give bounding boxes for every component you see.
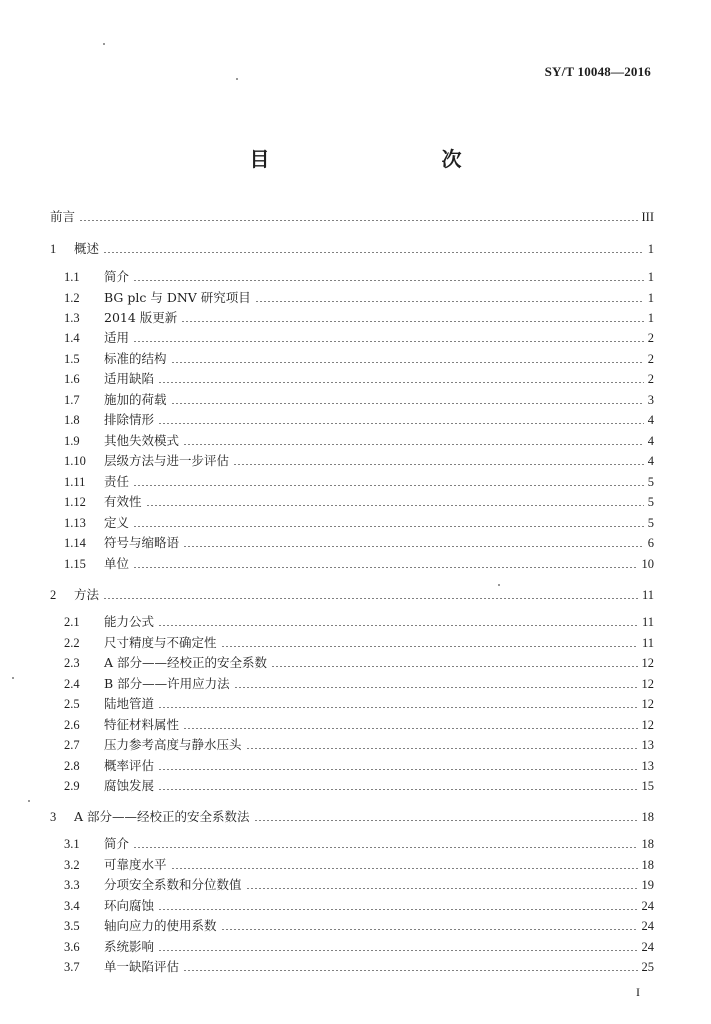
toc-entry-page: 12: [641, 718, 654, 732]
toc-entry[interactable]: [50, 329, 654, 347]
toc-entry-label: 前言: [50, 209, 76, 224]
dot-leader: [158, 382, 644, 383]
toc-entry[interactable]: [50, 534, 654, 552]
toc-entry-label: 轴向应力的使用系数: [104, 918, 217, 933]
toc-entry-label: 简介: [104, 836, 130, 851]
toc-entry-page: 18: [641, 837, 654, 851]
toc-entry-number: 1.14: [64, 536, 86, 550]
toc-entry-label: 概述: [74, 241, 100, 256]
dot-leader: [158, 707, 637, 708]
dot-leader: [181, 321, 643, 322]
toc-entry[interactable]: [50, 493, 654, 511]
dot-leader: [183, 970, 637, 971]
toc-entry-page: 2: [647, 331, 654, 345]
toc-entry-number: 3.2: [64, 858, 80, 872]
dot-leader: [133, 847, 637, 848]
toc-entry-page: 18: [641, 858, 654, 872]
toc-entry-number: 1.8: [64, 413, 80, 427]
toc-entry-page: 11: [641, 588, 654, 602]
toc-entry-page: 5: [647, 495, 654, 509]
toc-entry-number: 1.13: [64, 516, 86, 530]
toc-entry-label: 分项安全系数和分位数值: [104, 877, 242, 892]
dot-leader: [133, 567, 637, 568]
toc-entry-page: 19: [641, 878, 654, 892]
toc-entry-page: 3: [647, 393, 654, 407]
toc-entry-page: 2: [647, 352, 654, 366]
toc-entry-number: 2.9: [64, 779, 80, 793]
toc-entry[interactable]: [50, 675, 654, 693]
toc-entry[interactable]: [50, 897, 654, 915]
dot-leader: [246, 888, 638, 889]
toc-entry-page: 12: [641, 697, 654, 711]
dot-leader: [133, 341, 644, 342]
toc-entry[interactable]: [50, 586, 654, 604]
toc-entry-number: 1.11: [64, 475, 86, 489]
dot-leader: [103, 252, 644, 253]
toc-entry-page: 13: [641, 738, 654, 752]
toc-entry[interactable]: [50, 716, 654, 734]
toc-entry[interactable]: [50, 938, 654, 956]
toc-entry-number: 1.1: [64, 270, 80, 284]
toc-entry-page: 1: [647, 291, 654, 305]
page-title: 目 次: [249, 147, 506, 171]
dot-leader: [254, 820, 638, 821]
dot-leader: [158, 789, 637, 790]
toc-entry-label: 定义: [104, 515, 130, 530]
toc-entry[interactable]: [50, 473, 654, 491]
toc-entry-label: B 部分——许用应力法: [104, 676, 230, 691]
toc-entry-page: 13: [641, 759, 654, 773]
toc-entry-page: 4: [647, 454, 654, 468]
dot-leader: [233, 464, 644, 465]
toc-entry[interactable]: [50, 370, 654, 388]
toc-entry-number: 2.2: [64, 636, 80, 650]
toc-entry-page: 1: [647, 311, 654, 325]
toc-entry[interactable]: [50, 958, 654, 976]
scan-speck: [498, 584, 500, 586]
toc-entry-page: III: [641, 210, 654, 224]
toc-entry-label: 其他失效模式: [104, 433, 180, 448]
toc-entry-number: 3.5: [64, 919, 80, 933]
toc-entry[interactable]: [50, 432, 654, 450]
toc-entry[interactable]: [50, 289, 654, 307]
dot-leader: [221, 929, 638, 930]
toc-entry[interactable]: [50, 835, 654, 853]
toc-entry-page: 15: [641, 779, 654, 793]
toc-entry-label: A 部分——经校正的安全系数: [104, 655, 268, 670]
toc-entry-number: 3.6: [64, 940, 80, 954]
toc-entry-number: 1: [50, 242, 57, 256]
toc-entry-number: 3.7: [64, 960, 80, 974]
toc-entry[interactable]: [50, 876, 654, 894]
toc-entry-number: 1.2: [64, 291, 80, 305]
toc-entry[interactable]: [50, 777, 654, 795]
toc-entry-number: 1.3: [64, 311, 80, 325]
toc-entry-label: 简介: [104, 269, 130, 284]
toc-entry-label: 2014 版更新: [104, 310, 178, 325]
scan-speck: [28, 800, 30, 802]
toc-entry-page: 2: [647, 372, 654, 386]
toc-entry-label: 腐蚀发展: [104, 778, 155, 793]
page-number: I: [636, 985, 640, 999]
toc-entry[interactable]: [50, 268, 654, 286]
toc-entry-label: 尺寸精度与不确定性: [104, 635, 217, 650]
toc-entry-page: 12: [641, 677, 654, 691]
toc-entry[interactable]: [50, 240, 654, 258]
toc-entry-number: 2.1: [64, 615, 80, 629]
toc-entry-page: 4: [647, 434, 654, 448]
toc-entry-number: 1.7: [64, 393, 80, 407]
toc-entry-number: 2.3: [64, 656, 80, 670]
toc-entry-number: 2.4: [64, 677, 80, 691]
dot-leader: [133, 526, 644, 527]
toc-entry[interactable]: [50, 391, 654, 409]
toc-entry-number: 3.1: [64, 837, 80, 851]
toc-entry[interactable]: [50, 350, 654, 368]
toc-entry[interactable]: [50, 757, 654, 775]
toc-entry-page: 25: [641, 960, 654, 974]
toc-entry-label: 系统影响: [104, 939, 155, 954]
toc-entry-label: 单一缺陷评估: [104, 959, 180, 974]
dot-leader: [183, 728, 637, 729]
toc-entry-label: 可靠度水平: [104, 857, 167, 872]
toc-entry-page: 4: [647, 413, 654, 427]
toc-entry[interactable]: [50, 736, 654, 754]
toc-entry[interactable]: [50, 654, 654, 672]
toc-entry-label: 能力公式: [104, 614, 155, 629]
toc-entry-number: 1.15: [64, 557, 86, 571]
toc-entry-page: 10: [641, 557, 654, 571]
scan-speck: [12, 677, 14, 679]
toc-entry[interactable]: [50, 514, 654, 532]
toc-entry[interactable]: [50, 613, 654, 631]
dot-leader: [183, 546, 644, 547]
toc-entry-page: 11: [641, 615, 654, 629]
toc-entry-page: 1: [647, 242, 654, 256]
toc-entry-number: 1.6: [64, 372, 80, 386]
dot-leader: [158, 423, 644, 424]
toc-entry-label: A 部分——经校正的安全系数法: [74, 809, 250, 824]
dot-leader: [255, 301, 644, 302]
toc-entry[interactable]: [50, 634, 654, 652]
toc-entry[interactable]: [50, 555, 654, 573]
toc-entry-number: 1.9: [64, 434, 80, 448]
toc-entry-number: 3.3: [64, 878, 80, 892]
toc-entry[interactable]: [50, 695, 654, 713]
dot-leader: [171, 403, 644, 404]
toc-entry-label: 施加的荷载: [104, 392, 167, 407]
toc-entry-number: 2.5: [64, 697, 80, 711]
toc-entry[interactable]: [50, 309, 654, 327]
dot-leader: [103, 598, 638, 599]
toc-entry-number: 1.4: [64, 331, 80, 345]
dot-leader: [171, 362, 644, 363]
dot-leader: [158, 769, 637, 770]
toc-entry-number: 2.6: [64, 718, 80, 732]
toc-entry-number: 2.8: [64, 759, 80, 773]
toc-entry-page: 24: [641, 940, 654, 954]
dot-leader: [79, 220, 637, 221]
toc-entry-label: 压力参考高度与静水压头: [104, 737, 242, 752]
toc-entry-number: 1.5: [64, 352, 80, 366]
toc-entry-label: 方法: [74, 587, 100, 602]
scan-speck: [236, 78, 238, 80]
standard-code: SY/T 10048—2016: [544, 64, 651, 79]
toc-entry-label: 责任: [104, 474, 130, 489]
toc-entry-label: BG plc 与 DNV 研究项目: [104, 290, 251, 305]
dot-leader: [158, 950, 637, 951]
toc-entry-label: 陆地管道: [104, 696, 155, 711]
toc-entry[interactable]: [50, 808, 654, 826]
toc-entry-page: 1: [647, 270, 654, 284]
toc-entry[interactable]: [50, 917, 654, 935]
dot-leader: [234, 687, 638, 688]
toc-entry-label: 排除情形: [104, 412, 155, 427]
toc-entry-number: 1.12: [64, 495, 86, 509]
dot-leader: [246, 748, 638, 749]
toc-entry-label: 符号与缩略语: [104, 535, 180, 550]
toc-entry-number: 3.4: [64, 899, 80, 913]
toc-entry-label: 层级方法与进一步评估: [104, 453, 230, 468]
toc-entry-label: 环向腐蚀: [104, 898, 155, 913]
dot-leader: [146, 505, 644, 506]
toc-entry-page: 24: [641, 919, 654, 933]
toc-entry-page: 5: [647, 516, 654, 530]
toc-entry-number: 2.7: [64, 738, 80, 752]
toc-entry-number: 1.10: [64, 454, 86, 468]
toc-entry[interactable]: [50, 452, 654, 470]
toc-entry-label: 概率评估: [104, 758, 155, 773]
toc-entry-label: 单位: [104, 556, 130, 571]
toc-entry-page: 11: [641, 636, 654, 650]
toc-entry-label: 适用: [104, 330, 130, 345]
dot-leader: [221, 646, 638, 647]
toc-entry-page: 24: [641, 899, 654, 913]
toc-entry-number: 3: [50, 810, 57, 824]
toc-entry[interactable]: [50, 856, 654, 874]
dot-leader: [271, 666, 637, 667]
toc-entry[interactable]: [50, 208, 654, 226]
toc-entry-label: 有效性: [104, 494, 142, 509]
toc-entry-page: 12: [641, 656, 654, 670]
dot-leader: [133, 280, 644, 281]
toc-entry-label: 标准的结构: [104, 351, 167, 366]
toc-entry-label: 特征材料属性: [104, 717, 180, 732]
dot-leader: [133, 485, 644, 486]
dot-leader: [158, 909, 637, 910]
dot-leader: [171, 868, 638, 869]
toc-entry-page: 18: [641, 810, 654, 824]
dot-leader: [183, 444, 644, 445]
toc-entry[interactable]: [50, 411, 654, 429]
scan-speck: [103, 43, 105, 45]
toc-entry-number: 2: [50, 588, 57, 602]
toc-entry-page: 5: [647, 475, 654, 489]
toc-entry-page: 6: [647, 536, 654, 550]
toc-entry-label: 适用缺陷: [104, 371, 155, 386]
dot-leader: [158, 625, 638, 626]
